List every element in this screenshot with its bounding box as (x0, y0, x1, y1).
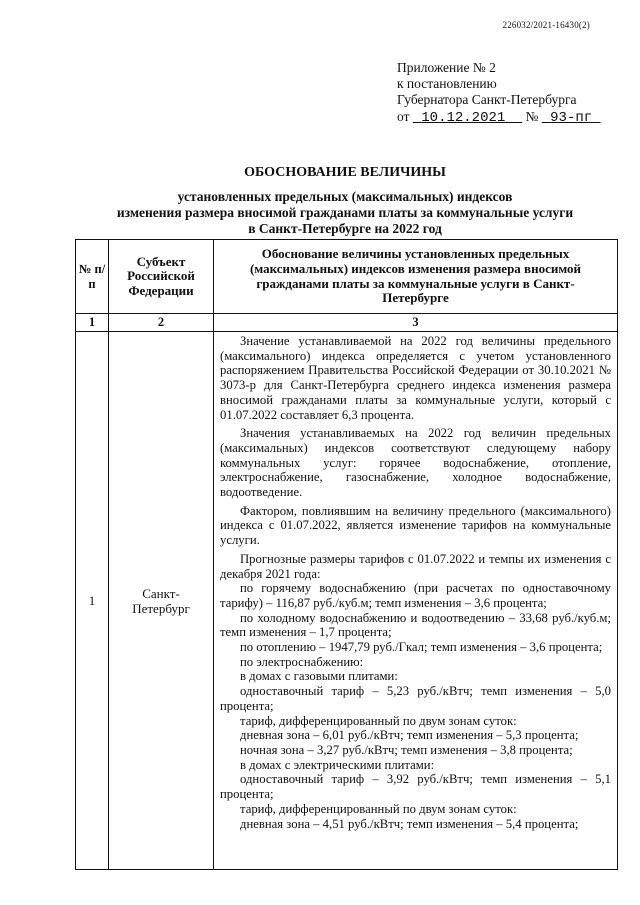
index-cell-3: 3 (214, 314, 618, 332)
tariff-heating: по отоплению – 1947,79 руб./Гкал; темп изменения – 3,6 процента; (240, 640, 603, 655)
appendix-date-line (397, 109, 627, 126)
table-header-row (76, 240, 618, 314)
header-justification: Обоснование величины установленных предельных (максимальных) индексов изменения размера вносимой гражданами платы за коммунальные услуги в Санкт-Петербурге (214, 240, 618, 314)
header-subject: Субъект Российской Федерации (109, 240, 214, 314)
gas-two-zone-heading: тариф, дифференцированный по двум зонам суток: (240, 713, 517, 728)
paragraph-4: Прогнозные размеры тарифов с 01.07.2022 и темпы их изменения с декабря 2021 года: (220, 551, 611, 581)
appendix-issuer: Губернатора Санкт-Петербурга (397, 92, 577, 108)
paragraph-3: Фактором, повлиявшим на величину предельного (максимального) индекса с 01.07.2022, является изменение тарифов на коммунальные услуги. (220, 503, 611, 548)
row-number: 1 (76, 332, 109, 870)
title-line-2: установленных предельных (максимальных) индексов (177, 189, 513, 204)
table-index-row (76, 314, 618, 332)
appendix-title: Приложение № 2 (397, 60, 496, 75)
tariff-cold-water: по холодному водоснабжению и водоотведению – 33,68 руб./куб.м; темп изменения – 1,7 процента; (220, 610, 611, 640)
paragraph-2: Значения устанавливаемых на 2022 год величин предельных (максимальных) индексов соответствуют следующему набору коммунальных услуг: горячее водоснабжение, отопление, электроснабжение, газоснабжение, холодное водоснабжение, водоотведение. (220, 426, 611, 500)
appendix-reference: к постановлению (397, 76, 497, 92)
title-line-1: ОБОСНОВАНИЕ ВЕЛИЧИНЫ (244, 165, 446, 180)
index-cell-2: 2 (109, 314, 214, 332)
table-row (76, 332, 618, 870)
justification-table (75, 239, 618, 870)
registration-number: 226032/2021-16430(2) (502, 20, 590, 30)
appendix-block (397, 60, 627, 126)
paragraph-1: Значение устанавливаемой на 2022 год величины предельного (максимального) индекса определяется с учетом установленного распоряжением Правительства Российской Федерации от 30.10.2021 № 3073-р для Санкт-Петербурга среднего индекса изменения размера вносимой гражданами платы за коммунальные услуги, который с 01.07.2022 составляет 6,3 процента. (220, 334, 611, 422)
row-subject: Санкт-Петербург (109, 332, 214, 870)
decree-number: 93-пг (550, 109, 593, 126)
header-number: № п/п (76, 240, 109, 314)
index-cell-1: 1 (76, 314, 109, 332)
gas-stove-heading: в домах с газовыми плитами: (240, 669, 398, 684)
decree-date: 10.12.2021 (421, 109, 506, 126)
gas-single-rate: одноставочный тариф – 5,23 руб./кВтч; темп изменения – 5,0 процента; (220, 684, 611, 713)
document-title (80, 165, 610, 237)
row-justification (214, 332, 618, 870)
title-line-3: изменения размера вносимой гражданами платы за коммунальные услуги (116, 205, 574, 220)
electricity-heading: по электроснабжению: (240, 654, 364, 669)
tariff-hot-water: по горячему водоснабжению (при расчетах по одноставочному тарифу) – 116,87 руб./куб.м; темп изменения – 3,6 процента; (220, 581, 611, 610)
electric-single-rate: одноставочный тариф – 3,92 руб./кВтч; темп изменения – 5,1 процента; (220, 772, 611, 802)
number-prefix: № (525, 108, 539, 124)
title-line-4: в Санкт-Петербурге на 2022 год (248, 221, 442, 236)
electric-day-zone: дневная зона – 4,51 руб./кВтч; темп изменения – 5,4 процента; (240, 816, 579, 831)
gas-night-zone: ночная зона – 3,27 руб./кВтч; темп изменения – 3,8 процента; (240, 742, 573, 757)
electric-stove-heading: в домах с электрическими плитами: (240, 757, 435, 772)
gas-day-zone: дневная зона – 6,01 руб./кВтч; темп изменения – 5,3 процента; (240, 728, 579, 743)
date-prefix: от (397, 108, 410, 124)
electric-two-zone-heading: тариф, дифференцированный по двум зонам суток: (240, 801, 517, 816)
